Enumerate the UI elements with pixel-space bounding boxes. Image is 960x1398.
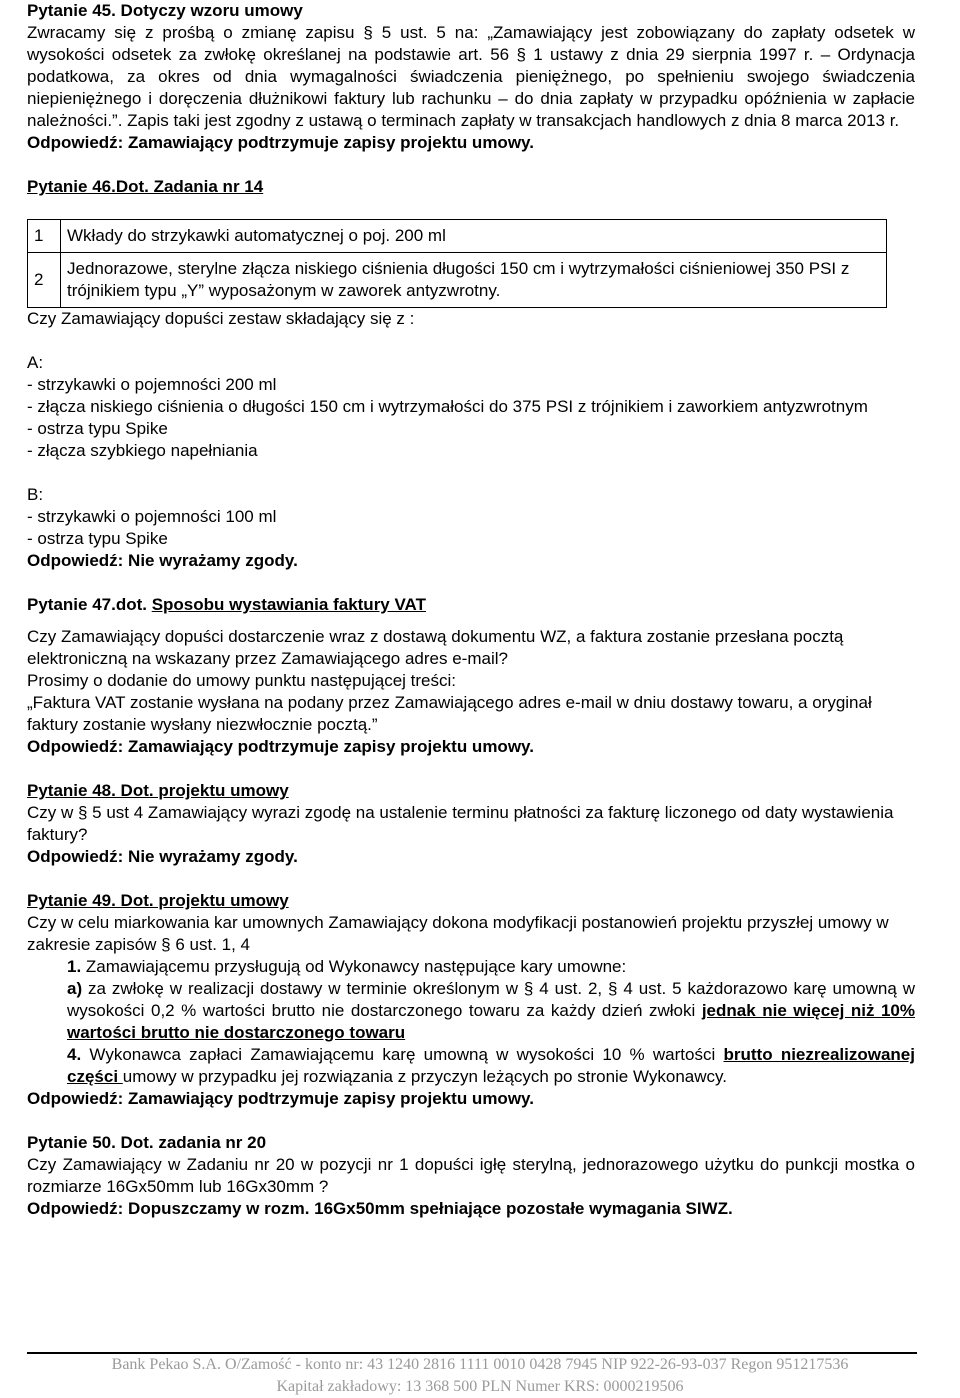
q47-answer: Odpowiedź: Zamawiający podtrzymuje zapisy projektu umowy. — [27, 737, 534, 756]
q50-title: Pytanie 50. Dot. zadania nr 20 — [27, 1133, 267, 1152]
q47-title-plain: Pytanie 47.dot. — [27, 595, 152, 614]
q49-answer: Odpowiedź: Zamawiający podtrzymuje zapisy projektu umowy. — [27, 1089, 534, 1108]
q49-point-4 — [27, 1044, 915, 1088]
footer-bank-line: Bank Pekao S.A. O/Zamość - konto nr: 43 1240 2816 1111 0010 0428 7945 NIP 922-26-93-037 Regon 951217536 — [111, 1356, 849, 1373]
q47-title-underlined: Sposobu wystawiania faktury VAT — [151, 595, 426, 614]
q45-title: Pytanie 45. Dotyczy wzoru umowy — [27, 1, 303, 20]
q49-point-4-underlined: brutto niezrealizowanej części — [67, 1045, 915, 1086]
q49-title-text: Pytanie 49. Dot. projektu umowy — [27, 891, 289, 910]
list-item: - ostrza typu Spike — [27, 529, 168, 548]
q49-point-a-underlined: jednak nie więcej niż 10% wartości brutto nie dostarczonego towaru — [67, 1001, 915, 1042]
list-item: - strzykawki o pojemności 200 ml — [27, 375, 277, 394]
q49-point-4-rest: umowy w przypadku jej rozwiązania z przyczyn leżących po stronie Wykonawcy. — [122, 1067, 727, 1086]
q47-text3: „Faktura VAT zostanie wysłana na podany przez Zamawiającego adres e-mail w dniu dostawy towaru, a oryginał faktury zostanie wysłany niezwłocznie pocztą.” — [27, 693, 872, 734]
q45-answer: Odpowiedź: Zamawiający podtrzymuje zapisy projektu umowy. — [27, 133, 534, 152]
q46-b-label: B: — [27, 485, 44, 504]
list-item: - strzykawki o pojemności 100 ml — [27, 507, 277, 526]
table-cell-num: 1 — [28, 220, 61, 253]
list-item: - złącza niskiego ciśnienia o długości 150 cm i wytrzymałości do 375 PSI z trójnikiem i zaworkiem antyzwrotnym — [27, 397, 868, 416]
q50-answer: Odpowiedź: Dopuszczamy w rozm. 16Gx50mm spełniające pozostałe wymagania SIWZ. — [27, 1199, 733, 1218]
q46-title-text: Pytanie 46.Dot. Zadania nr 14 — [27, 177, 264, 196]
q49-title — [27, 890, 915, 912]
list-item: - ostrza typu Spike — [27, 419, 168, 438]
q49-point-a-text: za zwłokę w realizacji dostawy w terminie określonym w § 4 ust. 2, § 4 ust. 5 każdorazowo karę umowną w wysokości 0,2 % wartości brutto nie dostarczonego towaru za każdy dzień zwłoki — [67, 979, 915, 1020]
q47-text1: Czy Zamawiający dopuści dostarczenie wraz z dostawą dokumentu WZ, a faktura zostanie przesłana pocztą elektroniczną na wskazany przez Zamawiającego adres e-mail? — [27, 627, 844, 668]
q49-point-a — [27, 978, 915, 1044]
q49-text: Czy w celu miarkowania kar umownych Zamawiający dokona modyfikacji postanowień projektu przyszłej umowy w zakresie zapisów § 6 ust. 1, 4 — [27, 913, 889, 954]
q49-point-4-num: 4. — [67, 1045, 82, 1064]
q49-point-4-text: Wykonawca zapłaci Zamawiającemu karę umowną w wysokości 10 % wartości — [81, 1045, 724, 1064]
q49-point-1 — [27, 956, 915, 978]
q49-point-1-num: 1. — [67, 957, 82, 976]
q46-items-table — [27, 219, 887, 308]
q46-title — [27, 176, 915, 198]
q48-title — [27, 780, 915, 802]
table-row — [28, 220, 887, 253]
table-cell-text: Wkłady do strzykawki automatycznej o poj. 200 ml — [61, 220, 887, 253]
q47-text2: Prosimy o dodanie do umowy punktu następującej treści: — [27, 671, 457, 690]
list-item: - złącza szybkiego napełniania — [27, 441, 258, 460]
q46-a-label: A: — [27, 353, 44, 372]
q48-answer: Odpowiedź: Nie wyrażamy zgody. — [27, 847, 298, 866]
document-page — [27, 0, 915, 1220]
table-cell-num: 2 — [28, 253, 61, 308]
q49-point-1-text: Zamawiającemu przysługują od Wykonawcy następujące kary umowne: — [81, 957, 627, 976]
q48-text: Czy w § 5 ust 4 Zamawiający wyrazi zgodę na ustalenie terminu płatności za fakturę liczonego od daty wystawienia faktury? — [27, 803, 894, 844]
table-row — [28, 253, 887, 308]
q47-title — [27, 594, 915, 616]
q50-text: Czy Zamawiający w Zadaniu nr 20 w pozycji nr 1 dopuści igłę sterylną, jednorazowego użytku do punkcji mostka o rozmiarze 16Gx50mm lub 16Gx30mm ? — [27, 1155, 915, 1196]
q45-text: Zwracamy się z prośbą o zmianę zapisu § 5 ust. 5 na: „Zamawiający jest zobowiązany do zapłaty odsetek w wysokości odsetek za zwłokę określanej na podstawie art. 56 § 1 ustawy z dnia 29 sierpnia 1997 r. – Ordynacja podatkowa, za okres od dnia wymagalności świadczenia pieniężnego, po spełnieniu swojego świadczenia niepieniężnego i doręczenia dłużnikowi faktury lub rachunku – do dnia zapłaty w przypadku opóźnienia w zapłacie należności.”. Zapis taki jest zgodny z ustawą o terminach zapłaty w transakcjach handlowych z dnia 8 marca 2013 r. — [27, 23, 915, 130]
footer-capital-line: Kapitał zakładowy: 13 368 500 PLN Numer KRS: 0000219506 — [276, 1378, 684, 1395]
table-cell-text: Jednorazowe, sterylne złącza niskiego ciśnienia długości 150 cm i wytrzymałości ciśnieniowej 350 PSI z trójnikiem typu „Y” wyposażonym w zaworek antyzwrotny. — [61, 253, 887, 308]
q49-point-a-label: a) — [67, 979, 83, 998]
q48-title-text: Pytanie 48. Dot. projektu umowy — [27, 781, 289, 800]
q46-question: Czy Zamawiający dopuści zestaw składający się z : — [27, 309, 415, 328]
q46-answer: Odpowiedź: Nie wyrażamy zgody. — [27, 551, 298, 570]
